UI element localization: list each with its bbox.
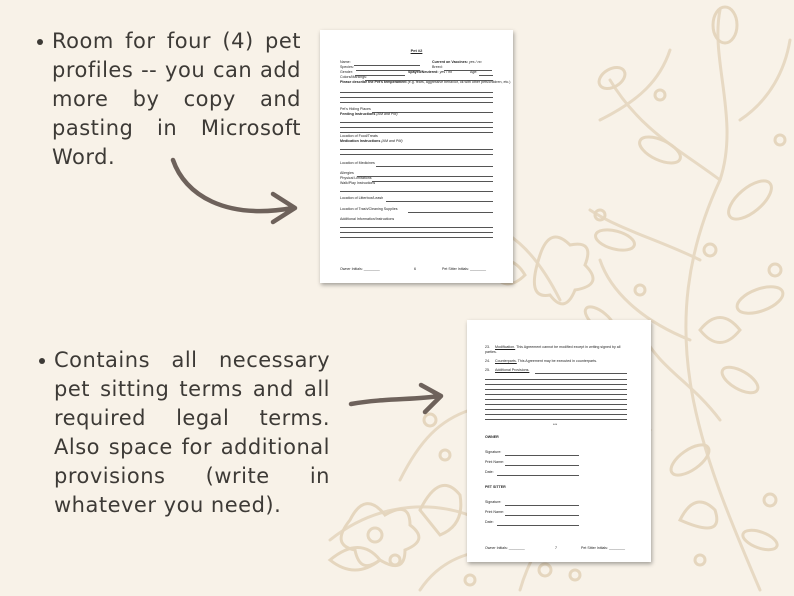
additional-line xyxy=(340,227,493,228)
trash-line xyxy=(408,212,493,213)
temperament-line xyxy=(340,102,493,103)
trash-label: Location of Trash/Cleaning Supplies xyxy=(340,207,398,211)
colors-label: Colors/Markings: xyxy=(340,75,367,79)
pet-profile-title: Pet #2 xyxy=(410,48,423,53)
vaccines-label: Current on Vaccines: yes / no xyxy=(432,60,482,64)
owner-print-name-label: Print Name: xyxy=(485,460,504,464)
medicines-line xyxy=(376,166,493,167)
temperament-line xyxy=(340,97,493,98)
allergies-label: Allergies xyxy=(340,171,354,175)
name-line xyxy=(354,65,420,66)
walk-line xyxy=(340,191,493,192)
temperament-label: Please describe the Pet's temperament (e.g. fears, aggressive behavior, ok with other pets/children, etc.) xyxy=(340,80,511,84)
medication-line xyxy=(340,149,493,150)
limitations-line xyxy=(372,181,493,182)
medication-label: Medication Instructions (AM and PM) xyxy=(340,139,403,143)
breed-label: Breed: xyxy=(432,65,443,69)
page-number: 7 xyxy=(555,546,557,550)
sitter-signature-line xyxy=(505,505,579,506)
owner-initials: Owner Initials: ________ xyxy=(340,267,380,271)
feature-text-legal-terms: Contains all necessary pet sitting terms and all required legal terms. Also space for additional provisions (write in whatever you need). xyxy=(54,348,330,517)
owner-initials: Owner Initials: ________ xyxy=(485,546,525,550)
age-line xyxy=(479,75,493,76)
additional-label: Additional Information/Instructions xyxy=(340,217,395,221)
sitter-initials: Pet Sitter Initials: ________ xyxy=(581,546,625,550)
gender-label: Gender: xyxy=(340,70,353,74)
feature-text-pet-profiles: Room for four (4) pet profiles -- you can add more by copy and pasting in Microsoft Word. xyxy=(52,29,301,169)
provision-line xyxy=(485,394,627,395)
sitter-signature-label: Signature: xyxy=(485,500,502,504)
legal-terms-page-preview xyxy=(467,320,651,562)
medication-line xyxy=(340,154,493,155)
hiding-label: Pet's Hiding Places xyxy=(340,107,371,111)
provision-line xyxy=(485,404,627,405)
walk-label: Walk/Play Instructions xyxy=(340,181,376,185)
pet-profile-page-preview xyxy=(320,30,513,283)
feeding-line xyxy=(340,127,493,128)
litter-label: Location of Litterbox/Leash xyxy=(340,196,384,200)
clause-23-text-cont: parties. xyxy=(485,350,497,354)
litter-line xyxy=(386,201,493,202)
clause-25-title: Additional Provisions. xyxy=(495,368,530,372)
limitations-label: Physical Limitations xyxy=(340,176,372,180)
owner-signature-label: Signature: xyxy=(485,450,502,454)
feeding-line xyxy=(340,132,493,133)
additional-line xyxy=(340,237,493,238)
clause-24-number: 24. xyxy=(485,359,490,363)
pet-sitter-heading: PET SITTER xyxy=(485,485,506,489)
clause-25-number: 25. xyxy=(485,368,490,372)
feature-bullet-legal-terms xyxy=(54,346,330,520)
owner-date-line xyxy=(497,475,579,476)
spayed-label: Spayed/Neutered: yes / no xyxy=(408,70,453,74)
page-number: 6 xyxy=(414,267,416,271)
feeding-line xyxy=(340,122,493,123)
additional-line xyxy=(340,232,493,233)
bullet-dot xyxy=(39,358,45,364)
clause-24-text: Counterparts. This Agreement may be executed in counterparts. xyxy=(495,359,598,363)
sitter-print-name-label: Print Name: xyxy=(485,510,504,514)
straight-arrow-icon xyxy=(345,380,450,425)
temperament-line xyxy=(340,92,493,93)
feeding-label: Feeding Instructions (AM and PM) xyxy=(340,112,398,116)
age-label: Age: xyxy=(470,70,478,74)
provision-line xyxy=(485,409,627,410)
provision-line xyxy=(485,414,627,415)
owner-heading: OWNER xyxy=(485,435,499,439)
sitter-date-line xyxy=(497,525,579,526)
bullet-dot xyxy=(37,39,43,45)
owner-signature-line xyxy=(505,455,579,456)
name-label: Name: xyxy=(340,60,351,64)
sitter-print-name-line xyxy=(505,515,579,516)
sitter-initials: Pet Sitter Initials: ________ xyxy=(442,267,486,271)
medicines-location-label: Location of Medicines xyxy=(340,161,375,165)
owner-date-label: Date: xyxy=(485,470,494,474)
provision-line xyxy=(485,419,627,420)
sitter-date-label: Date: xyxy=(485,520,494,524)
allergies-line xyxy=(357,176,493,177)
provision-line xyxy=(535,373,627,374)
owner-print-name-line xyxy=(505,465,579,466)
clause-23-number: 23. xyxy=(485,345,490,349)
species-label: Species: xyxy=(340,65,354,69)
food-location-label: Location of Food/Treats xyxy=(340,134,378,138)
provision-line xyxy=(485,384,627,385)
clause-23-text: Modification. This Agreement cannot be modified except in writing signed by all xyxy=(495,345,621,349)
curved-arrow-icon xyxy=(165,150,310,230)
provision-line xyxy=(485,399,627,400)
provision-line xyxy=(485,389,627,390)
provision-line xyxy=(485,379,627,380)
separator-stars: *** xyxy=(553,423,558,427)
